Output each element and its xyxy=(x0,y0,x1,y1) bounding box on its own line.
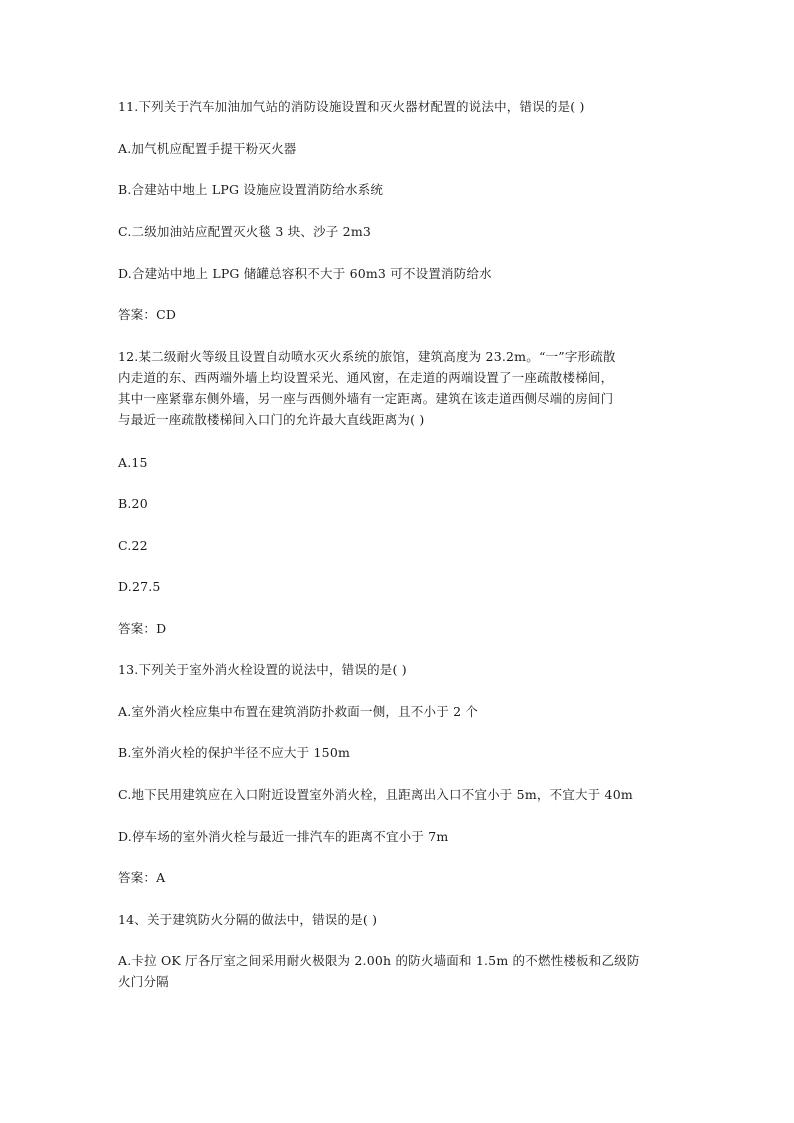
question-11-option-c: C.二级加油站应配置灭火毯 3 块、沙子 2m3 xyxy=(118,224,372,239)
question-13-option-d: D.停车场的室外消火栓与最近一排汽车的距离不宜小于 7m xyxy=(118,829,449,844)
question-11-option-b: B.合建站中地上 LPG 设施应设置消防给水系统 xyxy=(118,182,384,197)
question-11-option-a: A.加气机应配置手提干粉灭火器 xyxy=(118,141,297,156)
question-12-option-c: C.22 xyxy=(118,538,148,553)
question-12-stem-line-3: 其中一座紧靠东侧外墙，另一座与西侧外墙有一定距离。建筑在该走道西侧尽端的房间门 xyxy=(118,391,614,406)
question-14-option-a-line-2: 火门分隔 xyxy=(118,974,169,989)
question-13-option-a: A.室外消火栓应集中布置在建筑消防扑救面一侧，且不小于 2 个 xyxy=(118,704,479,719)
question-14-option-a-line-1: A.卡拉 OK 厅各厅室之间采用耐火极限为 2.00h 的防火墙面和 1.5m 的不燃性楼板和乙级防 xyxy=(118,953,640,968)
question-12-stem-line-4: 与最近一座疏散楼梯间入口门的允许最大直线距离为( ) xyxy=(118,412,425,427)
question-14-stem: 14、关于建筑防火分隔的做法中，错误的是( ) xyxy=(118,912,378,927)
question-12-option-d: D.27.5 xyxy=(118,579,161,594)
question-12-option-b: B.20 xyxy=(118,496,148,511)
question-13-option-c: C.地下民用建筑应在入口附近设置室外消火栓，且距离出入口不宜小于 5m，不宜大于 40m xyxy=(118,787,633,802)
question-11-answer: 答案：CD xyxy=(118,307,177,322)
question-13-stem: 13.下列关于室外消火栓设置的说法中，错误的是( ) xyxy=(118,662,407,677)
question-11-stem: 11.下列关于汽车加油加气站的消防设施设置和灭火器材配置的说法中，错误的是( ) xyxy=(118,99,585,114)
question-12-stem-line-2: 内走道的东、西两端外墙上均设置采光、通风窗，在走道的两端设置了一座疏散楼梯间， xyxy=(118,370,614,385)
question-12-answer: 答案：D xyxy=(118,621,167,636)
question-13-answer: 答案：A xyxy=(118,870,166,885)
question-12-option-a: A.15 xyxy=(118,455,148,470)
question-12-stem-line-1: 12.某二级耐火等级且设置自动喷水灭火系统的旅馆，建筑高度为 23.2m。“一”字形疏散 xyxy=(118,349,616,364)
question-13-option-b: B.室外消火栓的保护半径不应大于 150m xyxy=(118,745,351,760)
question-11-option-d: D.合建站中地上 LPG 储罐总容积不大于 60m3 可不设置消防给水 xyxy=(118,266,492,281)
